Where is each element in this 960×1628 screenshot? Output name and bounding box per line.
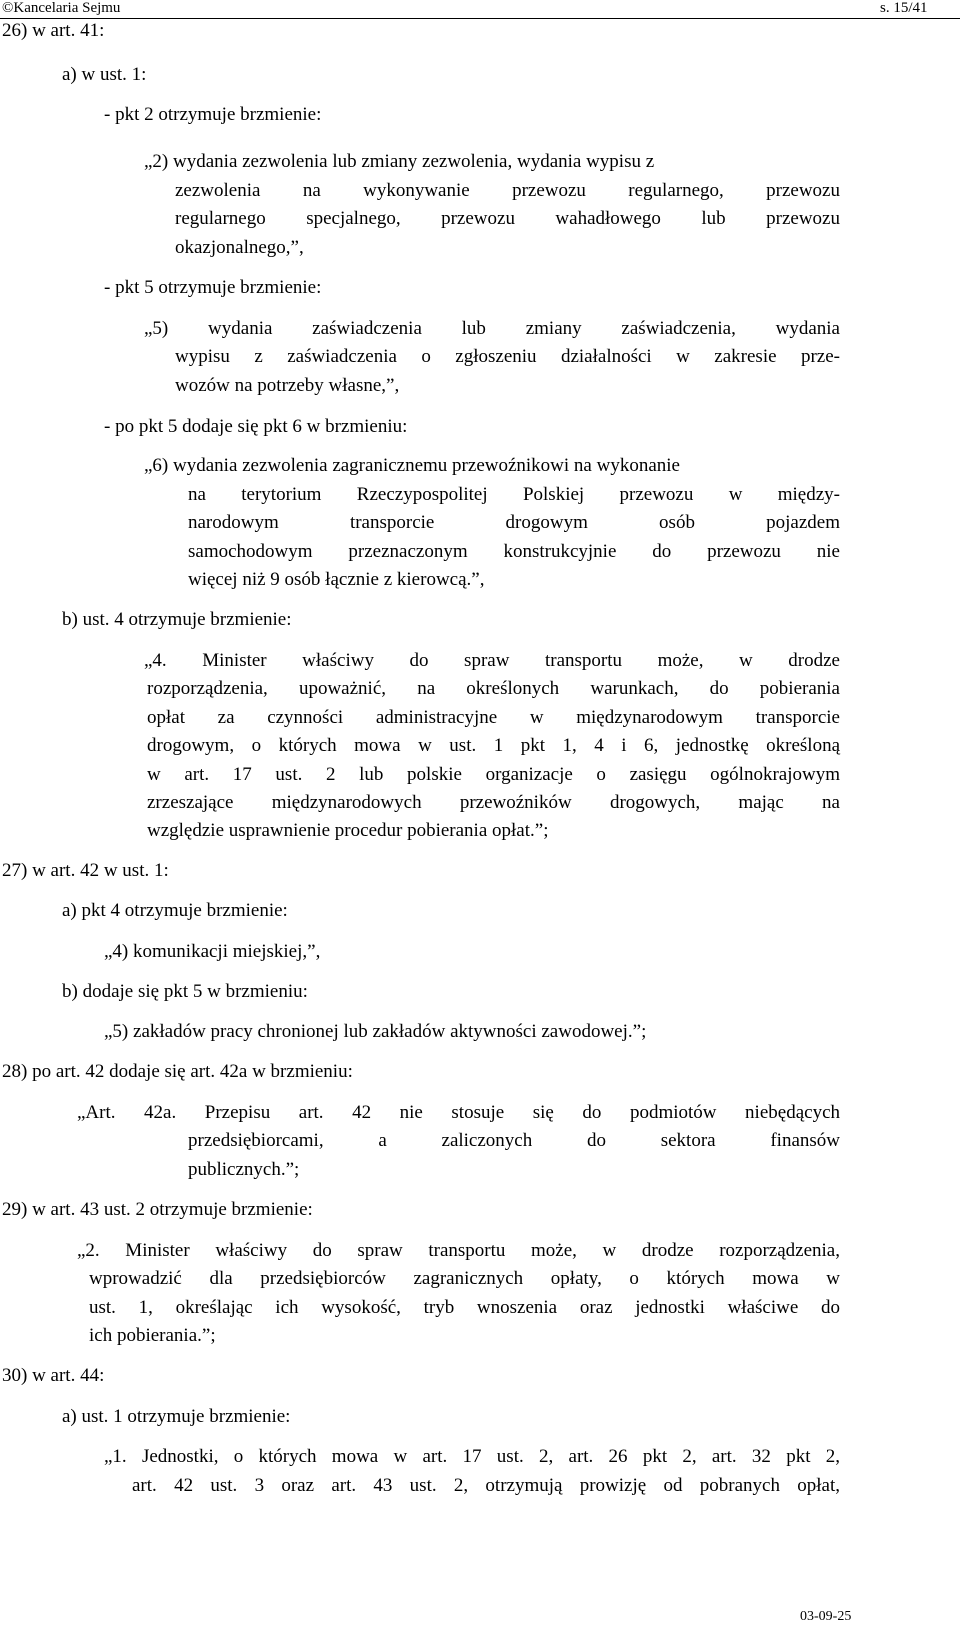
text-line: „5) wydania zaświadczenia lub zmiany zaświadczenia, wydania (144, 318, 840, 339)
text-line: a) w ust. 1: (62, 64, 147, 85)
text-line: art. 42 ust. 3 oraz art. 43 ust. 2, otrzymują prowizję od pobranych opłat, (132, 1475, 840, 1496)
text-line: rozporządzenia, upoważnić, na określonych warunkach, do pobierania (147, 678, 840, 699)
text-line: przedsiębiorcami, a zaliczonych do sektora finansów (188, 1130, 840, 1151)
text-line: 30) w art. 44: (2, 1365, 105, 1386)
text-line: 26) w art. 41: (2, 20, 105, 41)
text-line: - pkt 2 otrzymuje brzmienie: (104, 104, 322, 125)
text-line: względzie usprawnienie procedur pobierania opłat.”; (147, 820, 549, 841)
text-line: wprowadzić dla przedsiębiorców zagranicznych opłaty, o których mowa w (89, 1268, 840, 1289)
text-line: samochodowym przeznaczonym konstrukcyjnie do przewozu nie (188, 541, 840, 562)
text-line: „4) komunikacji miejskiej,”, (104, 941, 321, 962)
text-line: wozów na potrzeby własne,”, (175, 375, 400, 396)
text-line: a) pkt 4 otrzymuje brzmienie: (62, 900, 288, 921)
text-line: regularnego specjalnego, przewozu wahadłowego lub przewozu (175, 208, 840, 229)
header-left: ©Kancelaria Sejmu (2, 0, 121, 16)
text-line: opłat za czynności administracyjne w międzynarodowym transporcie (147, 707, 840, 728)
page-number: s. 15/41 (880, 0, 928, 16)
text-line: ich pobierania.”; (89, 1325, 216, 1346)
text-line: „2. Minister właściwy do spraw transportu może, w drodze rozporządzenia, (77, 1240, 840, 1261)
text-line: „Art. 42a. Przepisu art. 42 nie stosuje się do podmiotów niebędących (77, 1102, 840, 1123)
text-line: zezwolenia na wykonywanie przewozu regularnego, przewozu (175, 180, 840, 201)
text-line: a) ust. 1 otrzymuje brzmienie: (62, 1406, 291, 1427)
text-line: więcej niż 9 osób łącznie z kierowcą.”, (188, 569, 485, 590)
text-line: wypisu z zaświadczenia o zgłoszeniu działalności w zakresie prze- (175, 346, 840, 367)
text-line: 28) po art. 42 dodaje się art. 42a w brzmieniu: (2, 1061, 353, 1082)
text-line: na terytorium Rzeczypospolitej Polskiej przewozu w między- (188, 484, 840, 505)
text-line: „1. Jednostki, o których mowa w art. 17 ust. 2, art. 26 pkt 2, art. 32 pkt 2, (104, 1446, 840, 1467)
text-line: 29) w art. 43 ust. 2 otrzymuje brzmienie: (2, 1199, 313, 1220)
text-line: okazjonalnego,”, (175, 237, 304, 258)
text-line: 27) w art. 42 w ust. 1: (2, 860, 169, 881)
text-line: „2) wydania zezwolenia lub zmiany zezwolenia, wydania wypisu z (144, 151, 655, 172)
text-line: - pkt 5 otrzymuje brzmienie: (104, 277, 322, 298)
text-line: ust. 1, określając ich wysokość, tryb wnoszenia oraz jednostki właściwe do (89, 1297, 840, 1318)
header-rule (0, 18, 960, 19)
text-line: w art. 17 ust. 2 lub polskie organizacje o zasięgu ogólnokrajowym (147, 764, 840, 785)
text-line: - po pkt 5 dodaje się pkt 6 w brzmieniu: (104, 416, 408, 437)
text-line: b) ust. 4 otrzymuje brzmienie: (62, 609, 292, 630)
text-line: zrzeszające międzynarodowych przewoźników drogowych, mając na (147, 792, 840, 813)
text-line: narodowym transporcie drogowym osób pojazdem (188, 512, 840, 533)
footer-date: 03-09-25 (800, 1609, 852, 1624)
text-line: „6) wydania zezwolenia zagranicznemu przewoźnikowi na wykonanie (144, 455, 680, 476)
text-line: „5) zakładów pracy chronionej lub zakładów aktywności zawodowej.”; (104, 1021, 647, 1042)
text-line: drogowym, o których mowa w ust. 1 pkt 1, 4 i 6, jednostkę określoną (147, 735, 840, 756)
text-line: b) dodaje się pkt 5 w brzmieniu: (62, 981, 308, 1002)
text-line: „4. Minister właściwy do spraw transportu może, w drodze (144, 650, 840, 671)
text-line: publicznych.”; (188, 1159, 300, 1180)
